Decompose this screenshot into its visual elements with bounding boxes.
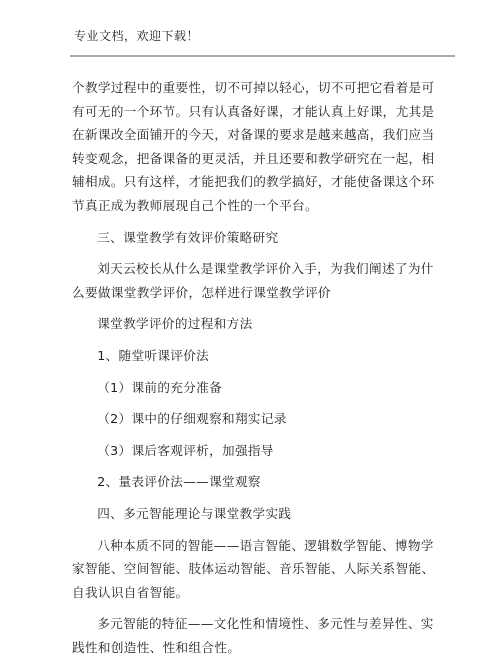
section-heading-4: 四、多元智能理论与课堂教学实践: [97, 505, 292, 521]
page-header: 专业文档，欢迎下载！: [74, 29, 200, 43]
sub-item-3: （3）课后客观评析，加强指导: [97, 442, 274, 458]
section-heading-3: 三、课堂教学有效评价策略研究: [97, 229, 279, 245]
header-divider: [70, 55, 455, 57]
document-body: [72, 76, 440, 667]
sub-item-2: （2）课中的仔细观察和翔实记录: [97, 411, 287, 427]
sub-item-1: （1）课前的充分准备: [97, 379, 223, 395]
paragraph-eight-intelligences: 八种本质不同的智能——语言智能、逻辑数学智能、博物学家智能、空间智能、肢体运动智能、音乐智能、人际关系智能、自我认识自省智能。: [72, 537, 435, 600]
subheading-process-methods: 课堂教学评价的过程和方法: [97, 316, 253, 332]
paragraph-characteristics: 多元智能的特征——文化性和情境性、多元性与差异性、实践性和创造性、性和组合性。: [72, 616, 434, 655]
paragraph-evaluation-intro: 刘天云校长从什么是课堂教学评价入手，为我们阐述了为什么要做课堂教学评价，怎样进行课堂教学评价: [72, 261, 434, 300]
list-item-2: 2、量表评价法——课堂观察: [97, 474, 261, 490]
paragraph-continuation: 个教学过程中的重要性，切不可掉以轻心，切不可把它看着是可有可无的一个环节。只有认真备好课，才能认真上好课，尤其是在新课改全面铺开的今天，对备课的要求是越来越高，我们应当转变观念，把备课备的更灵活，并且还要和教学研究在一起，相辅相成。只有这样，才能把我们的教学搞好，才能使备课这个环节真正成为教师展现自己个性的一个平台。: [72, 80, 435, 213]
list-item-1: 1、随堂听课评价法: [97, 347, 210, 363]
